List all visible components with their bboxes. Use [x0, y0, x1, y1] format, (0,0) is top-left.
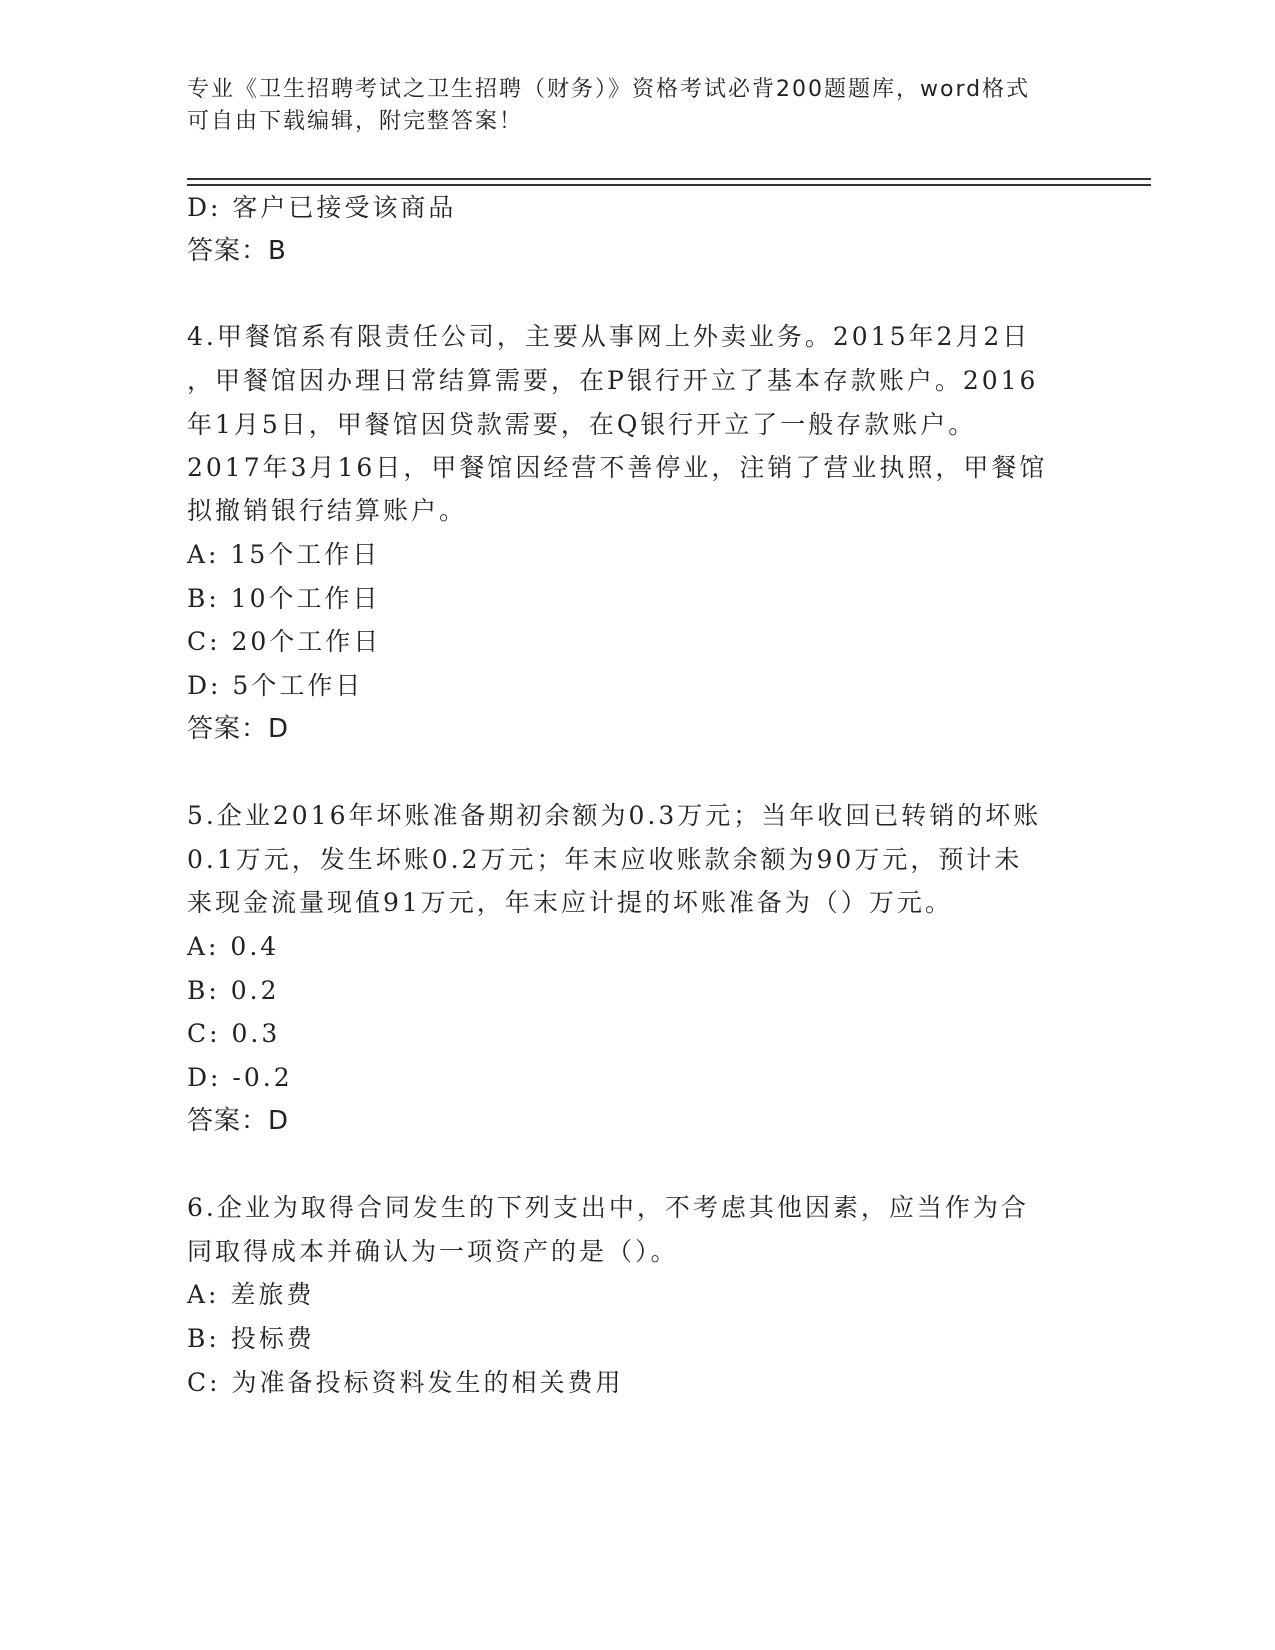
q5-option-d: D: -0.2: [187, 1063, 293, 1092]
q4-answer: 答案：D: [187, 714, 290, 744]
header-divider-bottom: [187, 184, 1151, 186]
q5-stem-line-3: 来现金流量现值91万元，年末应计提的坏账准备为（）万元。: [187, 888, 953, 917]
header-line-2: 可自由下载编辑，附完整答案！: [187, 109, 524, 134]
q4-option-a: A: 15个工作日: [187, 540, 381, 569]
q4-option-b: B: 10个工作日: [187, 584, 381, 613]
q4-stem-line-3: 年1月5日，甲餐馆因贷款需要，在Q银行开立了一般存款账户。: [187, 410, 977, 439]
q4-stem-line-2: ，甲餐馆因办理日常结算需要，在P银行开立了基本存款账户。2016: [187, 366, 1039, 395]
q5-option-c: C: 0.3: [187, 1019, 281, 1048]
q4-option-c: C: 20个工作日: [187, 627, 382, 656]
q4-stem-line-4: 2017年3月16日，甲餐馆因经营不善停业，注销了营业执照，甲餐馆: [187, 453, 1048, 482]
document-header: [187, 74, 1067, 138]
q6-stem-line-1: 6.企业为取得合同发生的下列支出中，不考虑其他因素，应当作为合: [187, 1193, 1029, 1222]
q5-stem-line-2: 0.1万元，发生坏账0.2万元；年末应收账款余额为90万元，预计未: [187, 845, 1023, 874]
q6-option-c: C: 为准备投标资料发生的相关费用: [187, 1368, 624, 1397]
q5-option-a: A: 0.4: [187, 932, 280, 961]
q6-option-b: B: 投标费: [187, 1324, 315, 1353]
q5-option-b: B: 0.2: [187, 976, 280, 1005]
q4-option-d: D: 5个工作日: [187, 671, 364, 700]
q4-stem-line-1: 4.甲餐馆系有限责任公司，主要从事网上外卖业务。2015年2月2日: [187, 322, 1031, 351]
q3-option-d: D: 客户已接受该商品: [187, 193, 457, 222]
q3-answer: 答案：B: [187, 236, 287, 266]
q6-stem-line-2: 同取得成本并确认为一项资产的是（）。: [187, 1237, 679, 1266]
q5-stem-line-1: 5.企业2016年坏账准备期初余额为0.3万元；当年收回已转销的坏账: [187, 801, 1042, 830]
header-divider-top: [187, 178, 1151, 180]
q6-option-a: A: 差旅费: [187, 1280, 315, 1309]
q4-stem-line-5: 拟撤销银行结算账户。: [187, 496, 468, 525]
header-line-1: 专业《卫生招聘考试之卫生招聘（财务）》资格考试必背200题题库，word格式: [187, 77, 1031, 102]
q5-answer: 答案：D: [187, 1106, 290, 1136]
